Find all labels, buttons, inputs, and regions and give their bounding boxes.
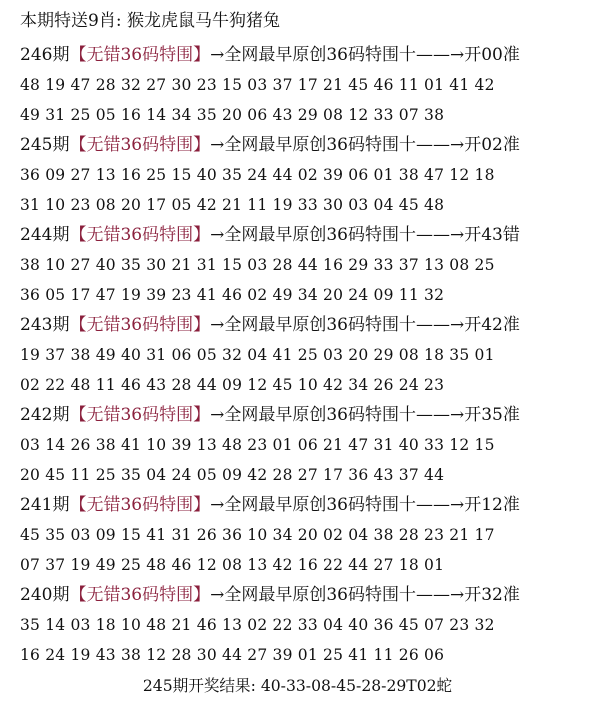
period-block-244	[20, 220, 585, 310]
period-result: 开02准	[464, 135, 520, 155]
intro-line: 本期特送9肖: 猴龙虎鼠马牛狗猪兔	[20, 11, 280, 31]
period-tag: 【无错36码特围】	[69, 45, 211, 65]
number-row-2: 31 10 23 08 20 17 05 42 21 11 19 33 30 03 04 45 48	[20, 196, 445, 214]
period-arrow-text: →全网最早原创36码特围十——→	[210, 45, 465, 65]
period-block-241	[20, 490, 585, 580]
period-header	[20, 130, 585, 160]
period-header	[20, 40, 585, 70]
period-header	[20, 400, 585, 430]
period-block-240	[20, 580, 585, 670]
period-arrow-text: →全网最早原创36码特围十——→	[210, 315, 465, 335]
period-header	[20, 220, 585, 250]
period-result: 开32准	[464, 585, 520, 605]
period-tag: 【无错36码特围】	[69, 405, 211, 425]
period-result: 开00准	[464, 45, 520, 65]
period-label: 246期	[20, 45, 70, 65]
period-result: 开12准	[464, 495, 520, 515]
period-arrow-text: →全网最早原创36码特围十——→	[210, 135, 465, 155]
period-block-242	[20, 400, 585, 490]
period-label: 244期	[20, 225, 70, 245]
period-block-245	[20, 130, 585, 220]
number-row-1: 36 09 27 13 16 25 15 40 35 24 44 02 39 06 01 38 47 12 18	[20, 166, 495, 184]
period-tag: 【无错36码特围】	[69, 585, 211, 605]
period-tag: 【无错36码特围】	[69, 315, 211, 335]
period-label: 240期	[20, 585, 70, 605]
period-result: 开42准	[464, 315, 520, 335]
number-row-1: 03 14 26 38 41 10 39 13 48 23 01 06 21 47 31 40 33 12 15	[20, 436, 495, 454]
period-arrow-text: →全网最早原创36码特围十——→	[210, 225, 465, 245]
number-row-1: 45 35 03 09 15 41 31 26 36 10 34 20 02 04 38 28 23 21 17	[20, 526, 495, 544]
period-tag: 【无错36码特围】	[69, 225, 211, 245]
period-header	[20, 580, 585, 610]
number-row-2: 16 24 19 43 38 12 28 30 44 27 39 01 25 41 11 26 06	[20, 646, 445, 664]
number-row-2: 49 31 25 05 16 14 34 35 20 06 43 29 08 12 33 07 38	[20, 106, 445, 124]
period-result: 开43错	[464, 225, 520, 245]
number-row-2: 20 45 11 25 35 04 24 05 09 42 28 27 17 36 43 37 44	[20, 466, 445, 484]
period-tag: 【无错36码特围】	[69, 495, 211, 515]
period-block-243	[20, 310, 585, 400]
period-arrow-text: →全网最早原创36码特围十——→	[210, 495, 465, 515]
period-label: 242期	[20, 405, 70, 425]
period-arrow-text: →全网最早原创36码特围十——→	[210, 585, 465, 605]
period-tag: 【无错36码特围】	[69, 135, 211, 155]
period-block-246	[20, 40, 585, 130]
number-row-2: 36 05 17 47 19 39 23 41 46 02 49 34 20 24 09 11 32	[20, 286, 445, 304]
number-row-2: 02 22 48 11 46 43 28 44 09 12 45 10 42 34 26 24 23	[20, 376, 445, 394]
draw-result-footer: 245期开奖结果: 40-33-08-45-28-29T02蛇	[142, 676, 453, 695]
period-header	[20, 490, 585, 520]
period-result: 开35准	[464, 405, 520, 425]
period-label: 241期	[20, 495, 70, 515]
number-row-1: 48 19 47 28 32 27 30 23 15 03 37 17 21 45 46 11 01 41 42	[20, 76, 495, 94]
period-arrow-text: →全网最早原创36码特围十——→	[210, 405, 465, 425]
period-label: 245期	[20, 135, 70, 155]
number-row-1: 38 10 27 40 35 30 21 31 15 03 28 44 16 29 33 37 13 08 25	[20, 256, 495, 274]
period-header	[20, 310, 585, 340]
number-row-2: 07 37 19 49 25 48 46 12 08 13 42 16 22 44 27 18 01	[20, 556, 445, 574]
number-row-1: 35 14 03 18 10 48 21 46 13 02 22 33 04 40 36 45 07 23 32	[20, 616, 495, 634]
period-label: 243期	[20, 315, 70, 335]
number-row-1: 19 37 38 49 40 31 06 05 32 04 41 25 03 20 29 08 18 35 01	[20, 346, 495, 364]
